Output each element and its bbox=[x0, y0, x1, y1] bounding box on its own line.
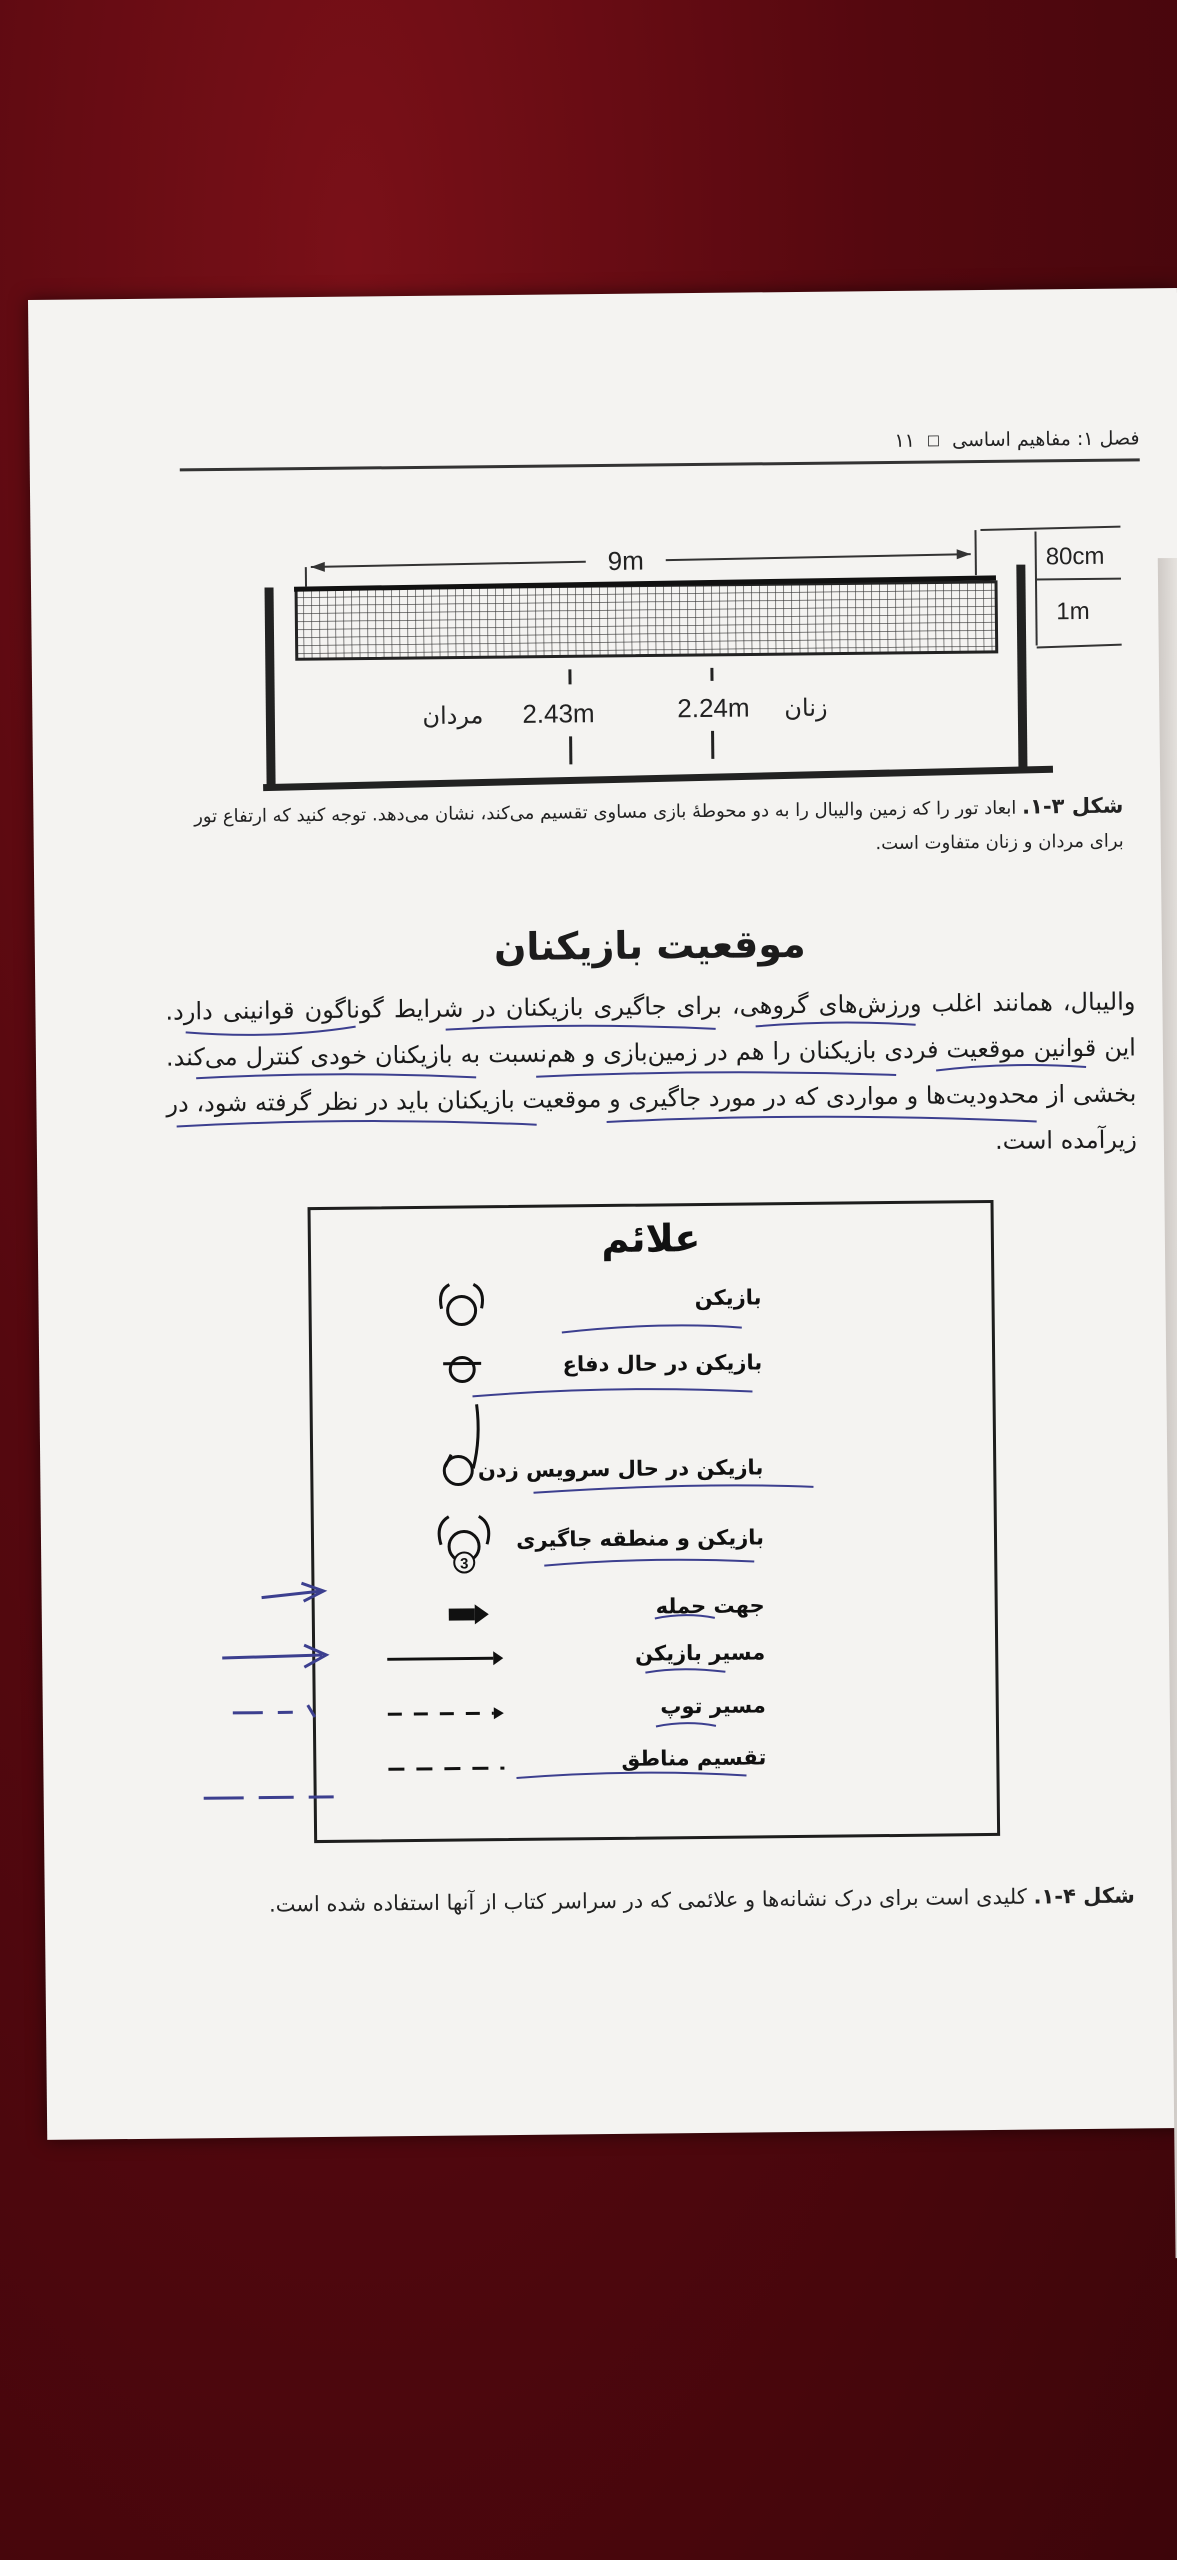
legend-zone-division: تقسیم مناطق bbox=[621, 1745, 767, 1771]
symbols-legend bbox=[308, 1200, 1001, 1843]
women-label: زنان bbox=[784, 693, 828, 723]
margin-pen-arrows bbox=[191, 1576, 394, 1838]
men-label: مردان bbox=[422, 701, 484, 730]
pen-underlines bbox=[156, 1008, 1148, 1168]
women-height-label: 2.24m bbox=[677, 692, 750, 724]
left-post bbox=[269, 587, 271, 789]
chapter-title: فصل ۱: مفاهیم اساسی bbox=[951, 427, 1140, 452]
legend-serving-player: بازیکن در حال سرویس زدن bbox=[477, 1455, 764, 1483]
section-paragraph: والیبال، همانند اغلب ورزش‌های گروهی، برای جاگیری بازیکنان در شرایط گوناگون قوانینی دارد. این قوانین موقعیت فردی بازیکنان را هم در زمین‌بازی و هم‌نسبت به بازیکنان خودی کنترل می‌کند. بخشی از محدودیت‌ها و مواردی که در مورد جاگیری و موقعیت بازیکنان باید در نظر گرفته شود، در زیرآمده است. bbox=[165, 987, 1137, 1155]
figure-3-text: ابعاد تور را که زمین والیبال را به دو محوطهٔ بازی مساوی تقسیم می‌کند، نشان می‌دهد. توجه کنید که ارتفاع تور برای مردان و زنان متفاوت است. bbox=[194, 797, 1124, 855]
figure-3-caption bbox=[173, 789, 1124, 869]
net-mesh bbox=[296, 582, 997, 659]
legend-defending-player: بازیکن در حال دفاع bbox=[562, 1350, 763, 1377]
legend-ball-path: مسیر توپ bbox=[660, 1693, 766, 1719]
page-header bbox=[179, 418, 1139, 471]
page-number: ۱۱ bbox=[894, 429, 915, 452]
figure-4-caption bbox=[215, 1883, 1135, 1917]
top-dimension-label: 80cm bbox=[1045, 542, 1105, 571]
net-dimensions-figure bbox=[190, 508, 1153, 818]
ground-line bbox=[263, 769, 1053, 787]
legend-attack-direction: جهت حمله bbox=[655, 1593, 765, 1619]
zone-number: 3 bbox=[459, 1555, 469, 1573]
figure-3-number: شکل ۳-۱. bbox=[1021, 793, 1124, 819]
figure-4-number: شکل ۴-۱. bbox=[1033, 1883, 1135, 1909]
figure-4-text: کلیدی است برای درک نشانه‌ها و علائمی که در سراسر کتاب از آنها استفاده شده است. bbox=[268, 1884, 1027, 1917]
separator-square-icon: □ bbox=[926, 432, 941, 449]
legend-pen-marks bbox=[412, 1305, 837, 1809]
legend-player: بازیکن bbox=[694, 1285, 762, 1311]
legend-player-zone: بازیکن و منطقه جاگیری bbox=[516, 1525, 765, 1552]
book-page bbox=[28, 288, 1177, 2140]
legend-title: علائم bbox=[601, 1216, 701, 1262]
men-height-label: 2.43m bbox=[522, 698, 595, 729]
legend-player-path: مسیر بازیکن bbox=[634, 1640, 766, 1666]
section-title: موقعیت بازیکنان bbox=[493, 921, 806, 970]
width-label: 9m bbox=[607, 545, 644, 576]
side-dimension-label: 1m bbox=[1056, 597, 1090, 626]
right-post bbox=[1021, 565, 1023, 772]
page-edge-shadow bbox=[1158, 558, 1177, 2258]
